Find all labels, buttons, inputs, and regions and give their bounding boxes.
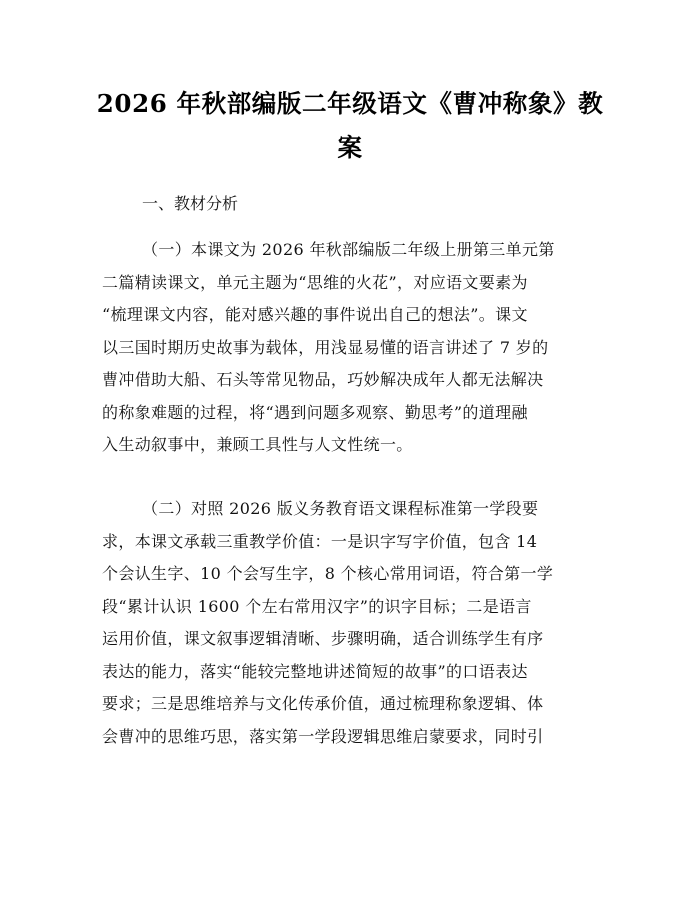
- title-line: 案: [337, 133, 363, 162]
- paragraph-line: 会曹冲的思维巧思，落实第一学段逻辑思维启蒙要求，同时引: [102, 726, 544, 746]
- paragraph-teaching-value: [102, 493, 602, 753]
- paragraph-textbook-overview: [102, 234, 602, 462]
- paragraph-line: “梳理课文内容，能对感兴趣的事件说出自己的想法”。课文: [102, 305, 528, 324]
- paragraph-line: 求，本课文承载三重教学价值：一是识字写字价值，包含 14: [102, 531, 538, 551]
- paragraph-line: 运用价值，课文叙事逻辑清晰、步骤明确，适合训练学生有序: [102, 629, 544, 648]
- paragraph-line: 二篇精读课文，单元主题为“思维的火花”，对应语文要素为: [102, 272, 528, 292]
- paragraph-line: （二）对照 2026 版义务教育语文课程标准第一学段要: [142, 499, 539, 518]
- document-title: [95, 82, 605, 170]
- section-heading: 一、教材分析: [142, 194, 239, 213]
- paragraph-line: 个会认生字、10 个会写生字，8 个核心常用词语，符合第一学: [102, 564, 554, 583]
- paragraph-line: 段“累计认识 1600 个左右常用汉字”的识字目标；二是语言: [102, 596, 532, 616]
- paragraph-line: 的称象难题的过程，将“遇到问题多观察、勤思考”的道理融: [102, 402, 528, 422]
- paragraph-line: 要求；三是思维培养与文化传承价值，通过梳理称象逻辑、体: [102, 694, 544, 713]
- paragraph-line: 表达的能力，落实“能较完整地讲述简短的故事”的口语表达: [102, 661, 528, 681]
- paragraph-line: 以三国时期历史故事为载体，用浅显易懂的语言讲述了 7 岁的: [102, 337, 549, 357]
- title-line: 2026 年秋部编版二年级语文《曹冲称象》教: [96, 89, 604, 118]
- paragraph-line: 曹冲借助大船、石头等常见物品，巧妙解决成年人都无法解决: [102, 370, 544, 389]
- paragraph-line: 入生动叙事中，兼顾工具性与人文性统一。: [102, 435, 413, 454]
- paragraph-line: （一）本课文为 2026 年秋部编版二年级上册第三单元第: [142, 240, 555, 259]
